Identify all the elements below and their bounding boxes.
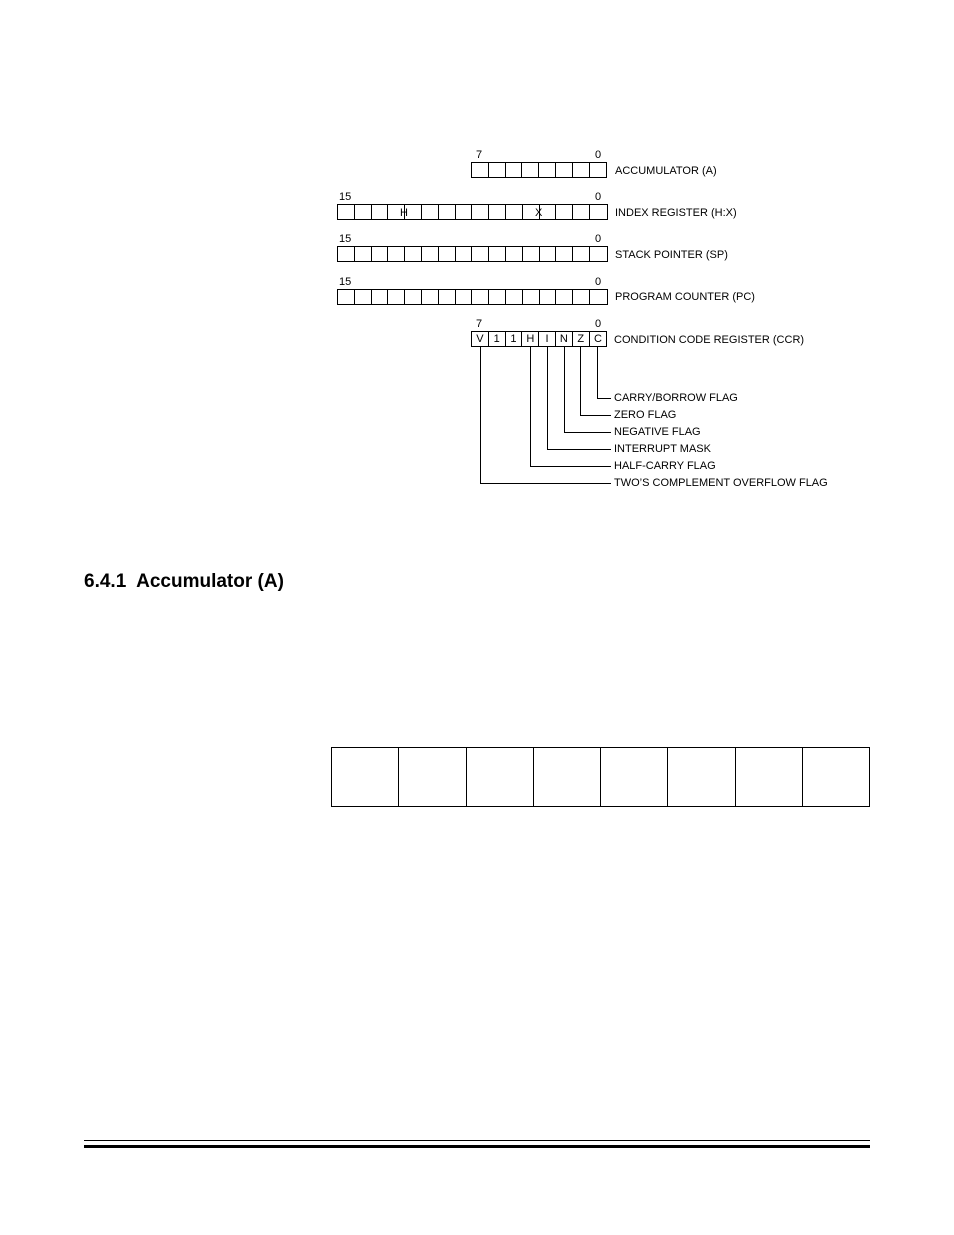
footer-thick-rule xyxy=(84,1145,870,1148)
acc-table-cell xyxy=(399,748,466,806)
ccr-bit-6: 1 xyxy=(489,332,506,346)
acc-table-cell xyxy=(601,748,668,806)
negative-leader-v xyxy=(564,347,565,433)
interrupt-leader-h xyxy=(547,449,611,450)
program-counter-label: PROGRAM COUNTER (PC) xyxy=(615,291,755,303)
interrupt-leader-v xyxy=(547,347,548,450)
acc-bit xyxy=(556,163,573,177)
carry-flag-label: CARRY/BORROW FLAG xyxy=(614,392,738,404)
ccr-bit-z: Z xyxy=(573,332,590,346)
index-register-label: INDEX REGISTER (H:X) xyxy=(615,207,737,219)
acc-bit xyxy=(522,163,539,177)
section-title: Accumulator (A) xyxy=(136,571,284,592)
half-carry-flag-label: HALF-CARRY FLAG xyxy=(614,460,716,472)
footer-thin-rule xyxy=(84,1140,870,1141)
section-heading xyxy=(84,571,284,593)
negative-leader-h xyxy=(564,432,611,433)
index-lsb-label: 0 xyxy=(595,191,602,203)
acc-bit xyxy=(539,163,556,177)
halfcarry-leader-v xyxy=(530,347,531,467)
accumulator-register xyxy=(471,162,607,178)
pc-msb-label: 15 xyxy=(339,276,352,288)
interrupt-mask-label: INTERRUPT MASK xyxy=(614,443,711,455)
sp-lsb-label: 0 xyxy=(595,233,602,245)
accumulator-lsb-label: 0 xyxy=(595,149,602,161)
ccr-bit-5: 1 xyxy=(506,332,523,346)
sp-msb-label: 15 xyxy=(339,233,352,245)
zero-flag-label: ZERO FLAG xyxy=(614,409,677,421)
overflow-flag-label: TWO’S COMPLEMENT OVERFLOW FLAG xyxy=(614,477,828,489)
program-counter-register xyxy=(337,289,608,305)
index-high-mark: H xyxy=(400,207,408,219)
ccr-label: CONDITION CODE REGISTER (CCR) xyxy=(614,334,805,346)
accumulator-label: ACCUMULATOR (A) xyxy=(615,165,717,177)
index-register xyxy=(337,204,608,220)
ccr-register xyxy=(471,331,607,347)
carry-leader-h xyxy=(597,398,611,399)
acc-table-cell xyxy=(534,748,601,806)
index-low-mark: X xyxy=(535,207,543,219)
index-msb-label: 15 xyxy=(339,191,352,203)
overflow-leader-v xyxy=(480,347,481,484)
acc-table-cell xyxy=(803,748,869,806)
acc-bit xyxy=(590,163,607,177)
negative-flag-label: NEGATIVE FLAG xyxy=(614,426,701,438)
stack-pointer-label: STACK POINTER (SP) xyxy=(615,249,728,261)
ccr-bit-n: N xyxy=(556,332,573,346)
zero-leader-v xyxy=(580,347,581,416)
acc-table-cell xyxy=(736,748,803,806)
acc-bit xyxy=(472,163,489,177)
halfcarry-leader-h xyxy=(530,466,611,467)
ccr-lsb-label: 0 xyxy=(595,318,602,330)
stack-pointer-register xyxy=(337,246,608,262)
accumulator-bit-table xyxy=(331,747,870,807)
acc-table-cell xyxy=(467,748,534,806)
pc-lsb-label: 0 xyxy=(595,276,602,288)
accumulator-msb-label: 7 xyxy=(476,149,483,161)
ccr-bit-c: C xyxy=(594,333,602,345)
ccr-msb-label: 7 xyxy=(476,318,483,330)
ccr-bit-h: H xyxy=(522,332,539,346)
zero-leader-h xyxy=(580,415,611,416)
section-number: 6.4.1 xyxy=(84,571,127,592)
acc-bit xyxy=(573,163,590,177)
overflow-leader-h xyxy=(480,483,611,484)
ccr-bit-i: I xyxy=(539,332,556,346)
acc-bit xyxy=(489,163,506,177)
acc-bit xyxy=(506,163,523,177)
ccr-bit-v: V xyxy=(472,332,489,346)
carry-leader-v xyxy=(597,347,598,399)
acc-table-cell xyxy=(332,748,399,806)
acc-table-cell xyxy=(668,748,735,806)
